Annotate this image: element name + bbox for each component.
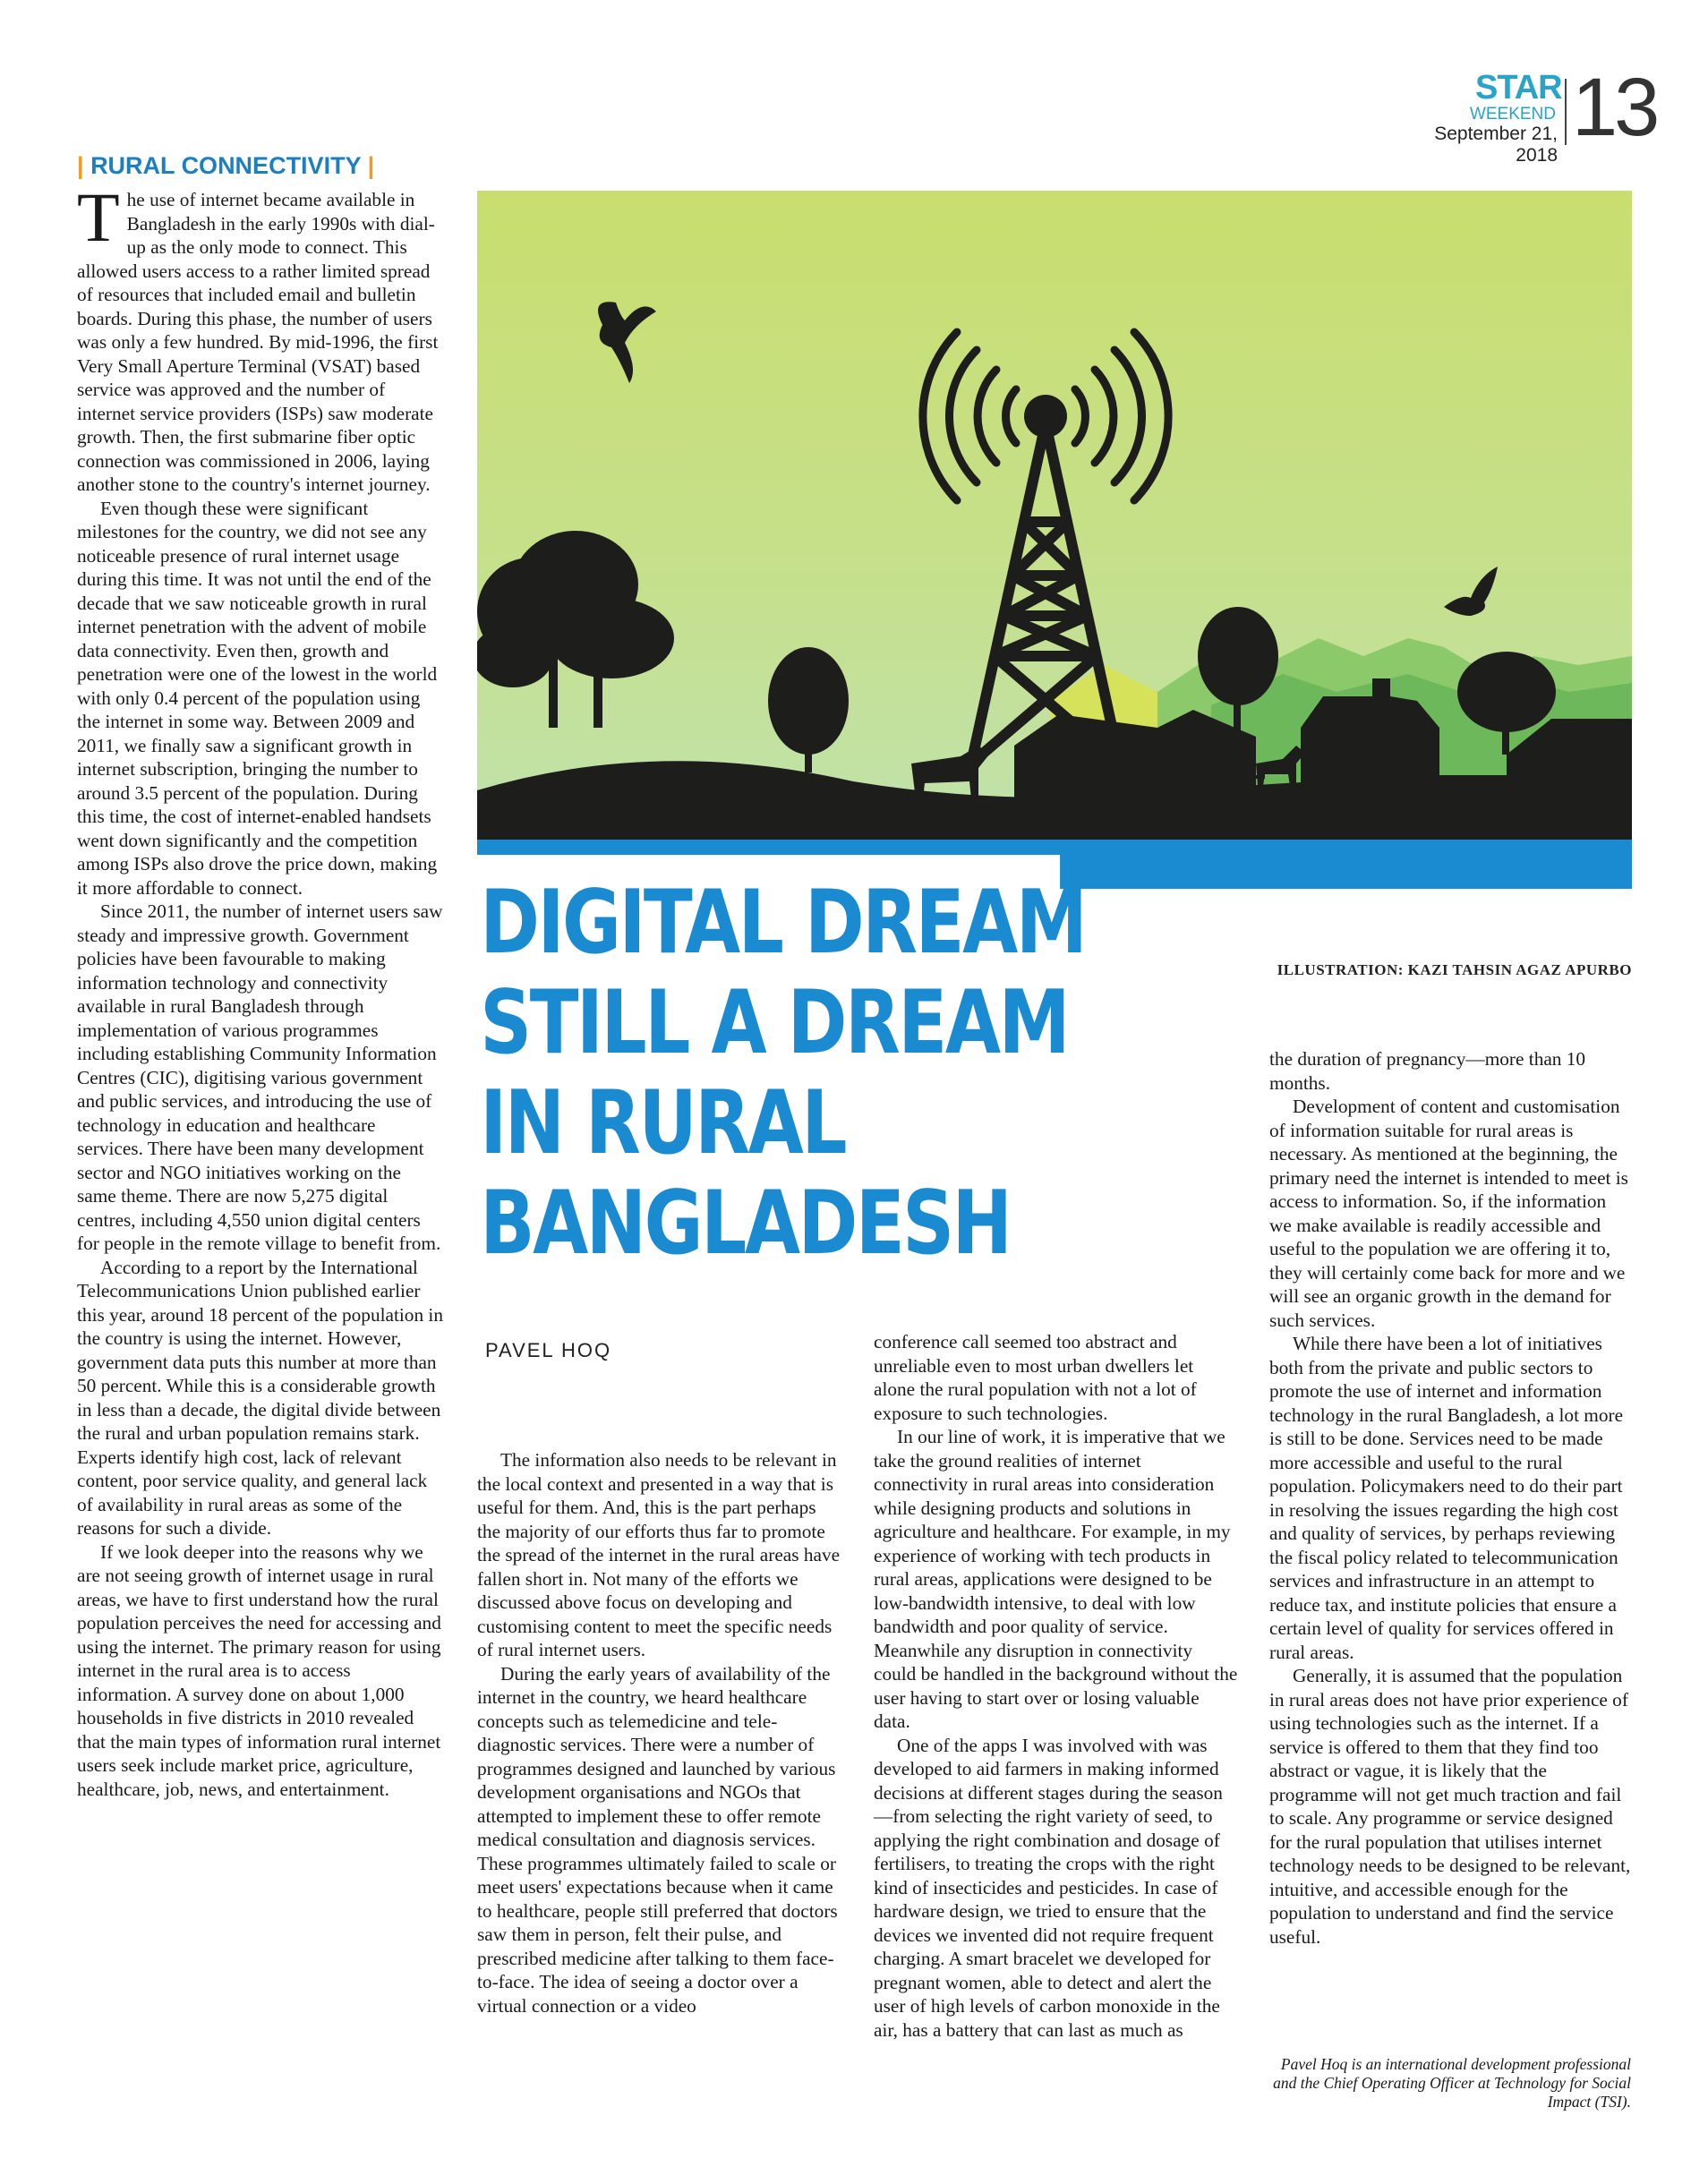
article-column-2 xyxy=(477,1448,842,2018)
author-note: Pavel Hoq is an international development professional and the Chief Operating Officer at Technology for Social Impact (TSI). xyxy=(1273,2055,1631,2111)
headline-line-4: BANGLADESH xyxy=(480,1173,1011,1275)
headline xyxy=(477,855,1086,1275)
paragraph: Even though these were significant milestones for the country, we did not see any noticeable presence of rural internet usage during this time. It was not until the end of the decade that we saw noticeable growth in rural internet penetration with the advent of mobile data connectivity. Even then, growth and penetration were one of the lowest in the world with only 0.4 percent of the population using the internet in some way. Between 2009 and 2011, we finally saw a significant growth in internet subscription, bringing the number to around 3.5 percent of the population. During this time, the cost of internet-enabled handsets went down significantly and the competition among ISPs also drove the price down, making it more affordable to connect. xyxy=(77,497,438,899)
masthead-divider xyxy=(1565,79,1567,145)
headline-line-3: IN RURAL xyxy=(480,1072,846,1174)
paragraph: During the early years of availability of the internet in the country, we heard healthcare concepts such as telemedicine and tele-diagnostic services. There were a number of programmes designed and launched by various development organisations and NGOs that attempted to implement these to offer remote medical consultation and diagnosis services. These programmes ultimately failed to scale or meet users' expectations because when it came to healthcare, people still preferred that doctors saw them in person, felt their pulse, and prescribed medicine after talking to them face-to-face. The idea of seeing a doctor over a virtual connection or a video xyxy=(477,1662,838,2017)
tower-beacon xyxy=(1024,395,1067,438)
paragraph: Generally, it is assumed that the population in rural areas does not have prior experience of using technologies such as the internet. If a service is offered to them that they find too abstract or vague, it is likely that the programme will not get much traction and fail to scale. Any programme or service designed for the rural population that utilises internet technology needs to be designed to be relevant, intuitive, and accessible enough for the population to understand and find the service useful. xyxy=(1269,1665,1631,1948)
rural-tower-illustration xyxy=(477,191,1632,889)
byline: PAVEL HOQ xyxy=(485,1339,612,1361)
paragraph: While there have been a lot of initiatives both from the private and public sectors to promote the use of internet and information technology in the rural Bangladesh, a lot more is still to be done. Services need to be made more accessible and useful to the rural population. Policymakers need to do their part in resolving the issues regarding the high cost and quality of services, by perhaps reviewing the fiscal policy related to telecommunication services and infrastructure in an attempt to reduce tax, and institute policies that ensure a certain level of quality for services offered in rural areas. xyxy=(1269,1333,1624,1663)
paragraph: conference call seemed too abstract and unreliable even to most urban dwellers let alone the rural population with not a lot of exposure to such technologies. xyxy=(874,1331,1197,1424)
issue-date: September 21, 2018 xyxy=(1434,124,1558,166)
illustration-credit: ILLUSTRATION: KAZI TAHSIN AGAZ APURBO xyxy=(1277,961,1632,978)
paragraph: One of the apps I was involved with was developed to aid farmers in making informed decisions at different stages during the season—from selecting the right variety of seed, to applying the right combination and dosage of fertilisers, to treating the crops with the right kind of insecticides and pesticides. In case of hardware design, we tried to ensure that the devices we invented did not require frequent charging. A smart bracelet we developed for pregnant women, able to detect and alert the user of high levels of carbon monoxide in the air, has a battery that can last as much as xyxy=(874,1734,1223,2041)
paragraph: The use of internet became available in Bangladesh in the early 1990s with dial-up as the only mode to connect. This allowed users access to a rather limited spread of resources that included email and bulletin boards. During this phase, the number of users was only a few hundred. By mid-1996, the first Very Small Aperture Terminal (VSAT) based service was approved and the number of internet service providers (ISPs) saw moderate growth. Then, the first submarine fiber optic connection was commissioned in 2006, laying another stone to the country's internet journey. xyxy=(77,178,439,495)
headline-line-1: DIGITAL DREAM xyxy=(480,872,1086,974)
article-column-4 xyxy=(1269,1047,1633,1949)
illustration xyxy=(477,191,1632,889)
masthead-sub: WEEKEND xyxy=(1469,105,1556,124)
paragraph: If we look deeper into the reasons why we are not seeing growth of internet usage in rural areas, we have to first understand how the rural population perceives the need for accessing and using the internet. The primary reason for using internet in the rural area is to access information. A survey done on about 1,000 households in five districts in 2010 revealed that the main types of information rural internet users seek include market price, agriculture, healthcare, job, news, and entertainment. xyxy=(77,1540,441,1800)
drop-cap: T xyxy=(77,178,120,256)
article-column-1 xyxy=(77,178,444,1801)
article-column-3 xyxy=(874,1330,1239,2042)
headline-line-2: STILL A DREAM xyxy=(480,972,1069,1074)
paragraph: Since 2011, the number of internet users saw steady and impressive growth. Government policies have been favourable to making information technology and connectivity available in rural Bangladesh through implementation of various programmes including establishing Community Information Centres (CIC), digitising various government and public services, and introducing the use of technology in education and healthcare services. There have been many development sector and NGO initiatives working on the same theme. There are now 5,275 digital centres, including 4,550 union digital centers for people in the remote village to benefit from. xyxy=(77,900,443,1254)
page-number: 13 xyxy=(1572,62,1657,153)
masthead-brand: STAR xyxy=(1475,69,1562,107)
paragraph: In our line of work, it is imperative that we take the ground realities of internet connectivity in rural areas into consideration while designing products and solutions in agriculture and healthcare. For example, in my experience of working with tech products in rural areas, applications were designed to be low-bandwidth intensive, to deal with low bandwidth and poor quality of service. Meanwhile any disruption in connectivity could be handled in the background without the user having to start over or losing valuable data. xyxy=(874,1426,1238,1732)
section-kicker: | RURAL CONNECTIVITY | xyxy=(77,152,375,179)
paragraph: The information also needs to be relevant in the local context and presented in a way that is useful for them. And, this is the part perhaps the majority of our efforts thus far to promote the spread of the internet in the rural areas have fallen short in. Not many of the efforts we discussed above focus on developing and customising content to meet the specific needs of rural internet users. xyxy=(477,1449,841,1660)
paragraph: Development of content and customisation of information suitable for rural areas is necessary. As mentioned at the beginning, the primary need the internet is intended to meet is access to information. So, if the information we make available is readily accessible and useful to the population we are offering it to, they will certainly come back for more and we will see an organic growth in the demand for such services. xyxy=(1269,1096,1628,1331)
paragraph: According to a report by the International Telecommunications Union published earlier this year, around 18 percent of the population in the country is using the internet. However, government data puts this number at more than 50 percent. While this is a considerable growth in less than a decade, the digital divide between the rural and urban population remains stark. Experts identify high cost, lack of relevant content, poor service quality, and general lack of availability in rural areas as some of the reasons for such a divide. xyxy=(77,1256,443,1539)
paragraph: the duration of pregnancy—more than 10 months. xyxy=(1269,1048,1586,1094)
kicker-label: RURAL CONNECTIVITY xyxy=(90,152,362,179)
